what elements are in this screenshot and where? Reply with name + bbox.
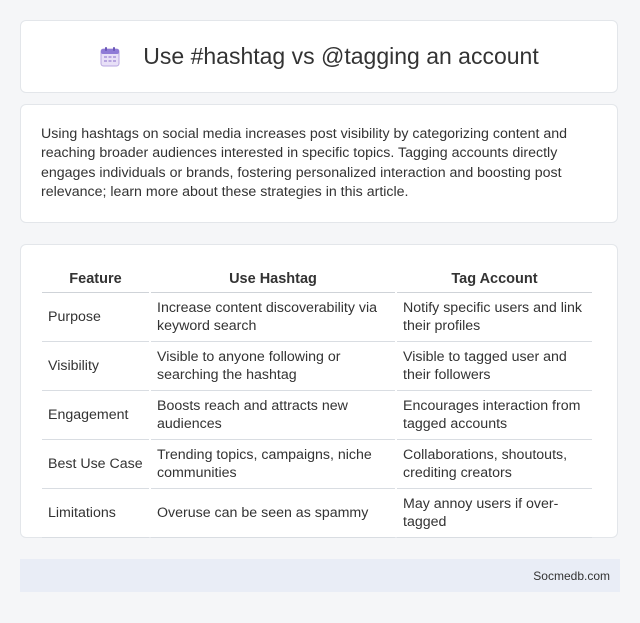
table-row [42,440,592,489]
table-cell: Visibility [42,342,149,391]
table-cell: Trending topics, campaigns, niche communities [151,440,395,489]
table-row [42,342,592,391]
page-title: Use #hashtag vs @tagging an account [143,43,539,69]
intro-card [20,104,618,223]
table-cell: Best Use Case [42,440,149,489]
table-cell: Boosts reach and attracts new audiences [151,391,395,440]
intro-text: Using hashtags on social media increases post visibility by categorizing content and reaching broader audiences interested in specific topics. Tagging accounts directly engages individuals or brands, fostering personalized interaction and boosting post relevance; learn more about these strategies in this article. [41,126,568,201]
table-row [42,293,592,342]
column-header-feature: Feature [42,265,149,293]
table-cell: Encourages interaction from tagged accounts [397,391,592,440]
table-cell: Overuse can be seen as spammy [151,489,395,538]
table-row [42,391,592,440]
table-cell: May annoy users if over-tagged [397,489,592,538]
column-header-use-hashtag: Use Hashtag [151,265,395,293]
table-cell: Visible to tagged user and their followers [397,342,592,391]
table-row [42,489,592,538]
footer [20,559,620,592]
comparison-table [40,265,594,538]
table-cell: Collaborations, shoutouts, crediting creators [397,440,592,489]
table-cell: Engagement [42,391,149,440]
table-cell: Limitations [42,489,149,538]
column-header-tag-account: Tag Account [397,265,592,293]
table-cell: Notify specific users and link their profiles [397,293,592,342]
table-cell: Visible to anyone following or searching the hashtag [151,342,395,391]
table-cell: Increase content discoverability via keyword search [151,293,395,342]
table-cell: Purpose [42,293,149,342]
calendar-icon [99,46,121,68]
table-header-row [42,265,592,293]
footer-site-link[interactable]: Socmedb.com [533,568,610,583]
comparison-card [20,244,618,538]
title-card [20,20,618,93]
